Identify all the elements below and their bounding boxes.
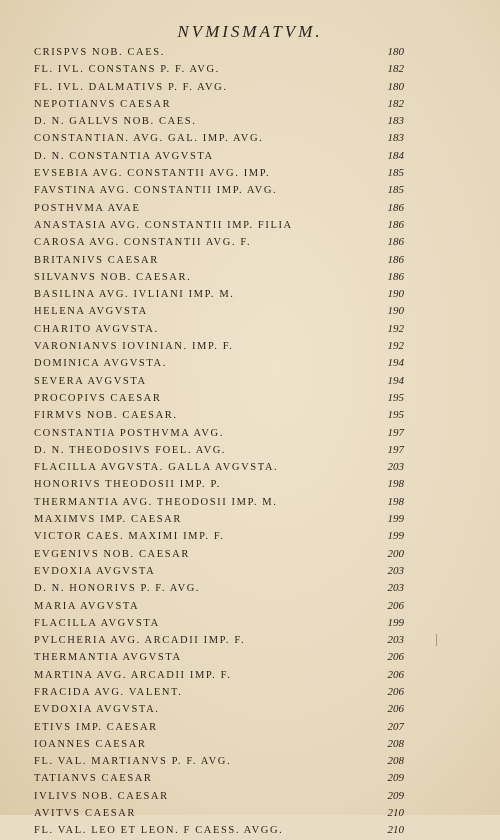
entry-page-number: 195 [387,391,404,404]
index-entry [34,632,404,649]
index-entry [34,753,404,770]
entry-name: D. N. THEODOSIVS FOEL. AVG. [34,444,227,456]
index-entry [34,252,404,269]
index-entry [34,321,404,338]
index-entry [34,701,404,718]
entry-name: D. N. HONORIVS P. F. AVG. [34,583,201,595]
index-entry [34,390,404,407]
index-entry [34,719,404,736]
running-header: NVMISMATVM. [177,22,323,41]
entry-name: FRACIDA AVG. VALENT. [34,686,183,698]
index-entry [34,217,404,234]
entry-page-number: 198 [387,478,404,491]
entry-name: EVSEBIA AVG. CONSTANTII AVG. IMP. [34,168,271,180]
entry-page-number: 186 [387,236,404,249]
index-entry [34,822,404,839]
entry-page-number: 207 [387,720,404,733]
entry-name: TATIANVS CAESAR [34,773,153,785]
index-entry [34,182,404,199]
entry-page-number: 199 [387,616,404,629]
entry-page-number: 192 [387,340,404,353]
index-entry [34,528,404,545]
index-entry [34,494,404,511]
entry-name: CONSTANTIAN. AVG. GAL. IMP. AVG. [34,133,264,145]
entry-name: BRITANIVS CAESAR [34,254,159,266]
entry-page-number: 183 [387,132,404,145]
entry-name: FL. VAL. MARTIANVS P. F. AVG. [34,756,232,768]
entry-page-number: 198 [387,495,404,508]
index-entry [34,373,404,390]
index-entry [34,649,404,666]
index-entry [34,113,404,130]
entry-name: POSTHVMA AVAE [34,202,141,214]
index-entry [34,546,404,563]
entry-name: HELENA AVGVSTA [34,306,148,318]
entry-page-number: 206 [387,668,404,681]
entry-name: FIRMVS NOB. CAESAR. [34,410,178,422]
entry-name: FL. IVL. CONSTANS P. F. AVG. [34,64,220,76]
entry-page-number: 199 [387,530,404,543]
entry-page-number: 197 [387,443,404,456]
index-entry [34,165,404,182]
entry-page-number: 208 [387,737,404,750]
entry-name: CRISPVS NOB. CAES. [34,47,165,58]
entry-page-number: 192 [387,322,404,335]
entry-page-number: 190 [387,288,404,301]
entry-page-number: 203 [387,461,404,474]
entry-page-number: 194 [387,374,404,387]
entry-page-number: 208 [387,755,404,768]
entry-page-number: 186 [387,270,404,283]
entry-page-number: 186 [387,253,404,266]
entry-name: IOANNES CAESAR [34,738,147,750]
entry-name: ANASTASIA AVG. CONSTANTII IMP. FILIA [34,219,293,231]
entry-page-number: 194 [387,357,404,370]
index-entry [34,667,404,684]
entry-page-number: 195 [387,409,404,422]
entry-page-number: 203 [387,634,404,647]
entry-name: NEPOTIANVS CAESAR [34,98,172,110]
index-entry [34,200,404,217]
entry-name: EVGENIVS NOB. CAESAR [34,548,190,560]
entry-page-number: 206 [387,703,404,716]
entry-name: VARONIANVS IOVINIAN. IMP. F. [34,341,234,353]
index-entry [34,269,404,286]
entry-name: PROCOPIVS CAESAR [34,392,162,404]
index-entry [34,442,404,459]
entry-name: CAROSA AVG. CONSTANTII AVG. F. [34,237,252,249]
entry-name: VICTOR CAES. MAXIMI IMP. F. [34,531,225,543]
index-entry [34,148,404,165]
entry-name: FL. VAL. LEO ET LEON. F CAESS. AVGG. [34,825,284,837]
index-entry [34,805,404,822]
entry-page-number: 200 [387,547,404,560]
entry-page-number: 210 [387,807,404,820]
index-entry [34,598,404,615]
entry-name: BASILINA AVG. IVLIANI IMP. M. [34,289,235,301]
index-entry [34,476,404,493]
entry-page-number: 203 [387,582,404,595]
entry-page-number: 185 [387,184,404,197]
entry-name: DOMINICA AVGVSTA. [34,358,167,370]
entry-page-number: 183 [387,115,404,128]
index-entry [34,407,404,424]
entry-page-number: 182 [387,97,404,110]
entry-name: EVDOXIA AVGVSTA. [34,704,160,716]
entry-name: HONORIVS THEODOSII IMP. P. [34,479,221,491]
index-entry [34,563,404,580]
entry-page-number: 210 [387,824,404,837]
entry-page-number: 180 [387,46,404,58]
index-entry [34,79,404,96]
index-entry [34,130,404,147]
index-entry [34,355,404,372]
entry-name: D. N. CONSTANTIA AVGVSTA [34,150,214,162]
entry-page-number: 206 [387,599,404,612]
entry-page-number: 199 [387,513,404,526]
index-list [34,44,404,840]
entry-page-number: 209 [387,772,404,785]
entry-name: CONSTANTIA POSTHVMA AVG. [34,427,224,439]
entry-page-number: 209 [387,789,404,802]
entry-page-number: 206 [387,651,404,664]
index-entry [34,96,404,113]
index-entry [34,61,404,78]
entry-page-number: 186 [387,201,404,214]
entry-name: ETIVS IMP. CAESAR [34,721,158,733]
entry-name: D. N. GALLVS NOB. CAES. [34,116,197,128]
entry-name: AVITVS CAESAR [34,808,136,820]
entry-name: THERMANTIA AVG. THEODOSII IMP. M. [34,496,278,508]
index-entry [34,425,404,442]
index-entry [34,44,404,61]
index-entry [34,303,404,320]
entry-page-number: 185 [387,167,404,180]
index-entry [34,736,404,753]
paper-mark [436,634,437,646]
entry-page-number: 186 [387,218,404,231]
entry-name: IVLIVS NOB. CAESAR [34,790,169,802]
entry-name: MARIA AVGVSTA [34,600,140,612]
index-entry [34,234,404,251]
entry-page-number: 184 [387,149,404,162]
entry-name: EVDOXIA AVGVSTA [34,565,156,577]
entry-page-number: 180 [387,80,404,93]
entry-page-number: 182 [387,63,404,76]
index-entry [34,511,404,528]
entry-name: FL. IVL. DALMATIVS P. F. AVG. [34,81,228,93]
index-entry [34,684,404,701]
entry-name: THERMANTIA AVGVSTA [34,652,182,664]
entry-name: SEVERA AVGVSTA [34,375,147,387]
entry-name: FAVSTINA AVG. CONSTANTII IMP. AVG. [34,185,278,197]
entry-page-number: 203 [387,564,404,577]
entry-name: MARTINA AVG. ARCADII IMP. F. [34,669,232,681]
entry-name: MAXIMVS IMP. CAESAR [34,514,182,526]
index-entry [34,770,404,787]
index-entry [34,459,404,476]
entry-name: CHARITO AVGVSTA. [34,323,159,335]
entry-name: FLACILLA AVGVSTA. GALLA AVGVSTA. [34,462,279,474]
entry-name: SILVANVS NOB. CAESAR. [34,271,192,283]
entry-page-number: 206 [387,685,404,698]
index-entry [34,338,404,355]
entry-page-number: 190 [387,305,404,318]
index-entry [34,615,404,632]
entry-name: FLACILLA AVGVSTA [34,617,160,629]
entry-page-number: 197 [387,426,404,439]
index-entry [34,580,404,597]
entry-name: PVLCHERIA AVG. ARCADII IMP. F. [34,635,246,647]
index-entry [34,286,404,303]
index-entry [34,788,404,805]
